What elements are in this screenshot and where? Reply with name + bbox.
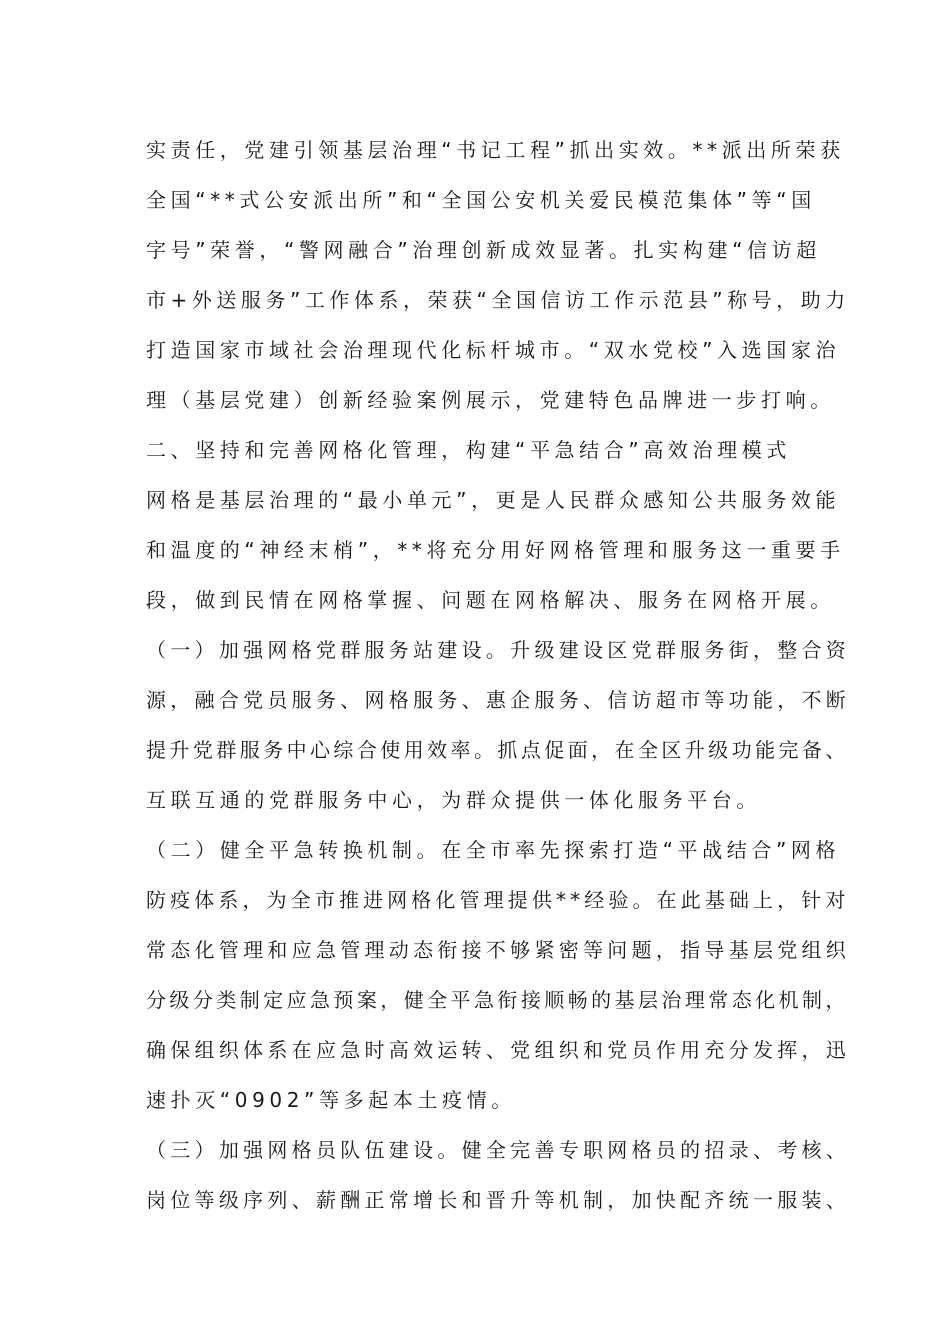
body-text-line: 分级分类制定应急预案，健全平急衔接顺畅的基层治理常态化机制， bbox=[146, 988, 849, 1012]
body-text-line: 岗位等级序列、薪酬正常增长和晋升等机制，加快配齐统一服装、 bbox=[146, 1188, 851, 1212]
body-text-line: （三）加强网格员队伍建设。健全完善专职网格员的招录、考核、 bbox=[146, 1138, 851, 1162]
body-text-line: 互联互通的党群服务中心，为群众提供一体化服务平台。 bbox=[146, 788, 761, 812]
body-text-line: （一）加强网格党群服务站建设。升级建设区党群服务街，整合资 bbox=[146, 638, 851, 662]
body-text-line: 段，做到民情在网格掌握、问题在网格解决、服务在网格开展。 bbox=[146, 588, 835, 612]
body-text-line: 全国“**式公安派出所”和“全国公安机关爱民模范集体”等“国 bbox=[146, 188, 816, 212]
body-text-line: （二）健全平急转换机制。在全市率先探索打造“平战结合”网格 bbox=[146, 838, 841, 862]
body-text-line: 和温度的“神经末梢”，**将充分用好网格管理和服务这一重要手 bbox=[146, 538, 845, 562]
body-text-line: 打造国家市域社会治理现代化标杆城市。“双水党校”入选国家治 bbox=[146, 338, 841, 362]
body-text-line: 理（基层党建）创新经验案例展示，党建特色品牌进一步打响。 bbox=[146, 388, 835, 412]
body-text-line: 字号”荣誉，“警网融合”治理创新成效显著。扎实构建“信访超 bbox=[146, 238, 821, 262]
body-text-line: 防疫体系，为全市推进网格化管理提供**经验。在此基础上，针对 bbox=[146, 888, 850, 912]
body-text-line: 常态化管理和应急管理动态衔接不够紧密等问题，指导基层党组织 bbox=[146, 938, 851, 962]
body-text-line: 源，融合党员服务、网格服务、惠企服务、信访超市等功能，不断 bbox=[146, 688, 851, 712]
body-text-line: 实责任，党建引领基层治理“书记工程”抓出实效。**派出所荣获 bbox=[146, 138, 845, 162]
body-text-line: 提升党群服务中心综合使用效率。抓点促面，在全区升级功能完备、 bbox=[146, 738, 849, 762]
body-text-line: 市+外送服务”工作体系，荣获“全国信访工作示范县”称号，助力 bbox=[146, 288, 850, 312]
body-text-line: 网格是基层治理的“最小单元”，更是人民群众感知公共服务效能 bbox=[146, 488, 841, 512]
body-text-line: 确保组织体系在应急时高效运转、党组织和党员作用充分发挥，迅 bbox=[146, 1038, 851, 1062]
body-text-line: 速扑灭“0902”等多起本土疫情。 bbox=[146, 1088, 516, 1112]
section-heading: 二、坚持和完善网格化管理，构建“平急结合”高效治理模式 bbox=[146, 438, 791, 462]
